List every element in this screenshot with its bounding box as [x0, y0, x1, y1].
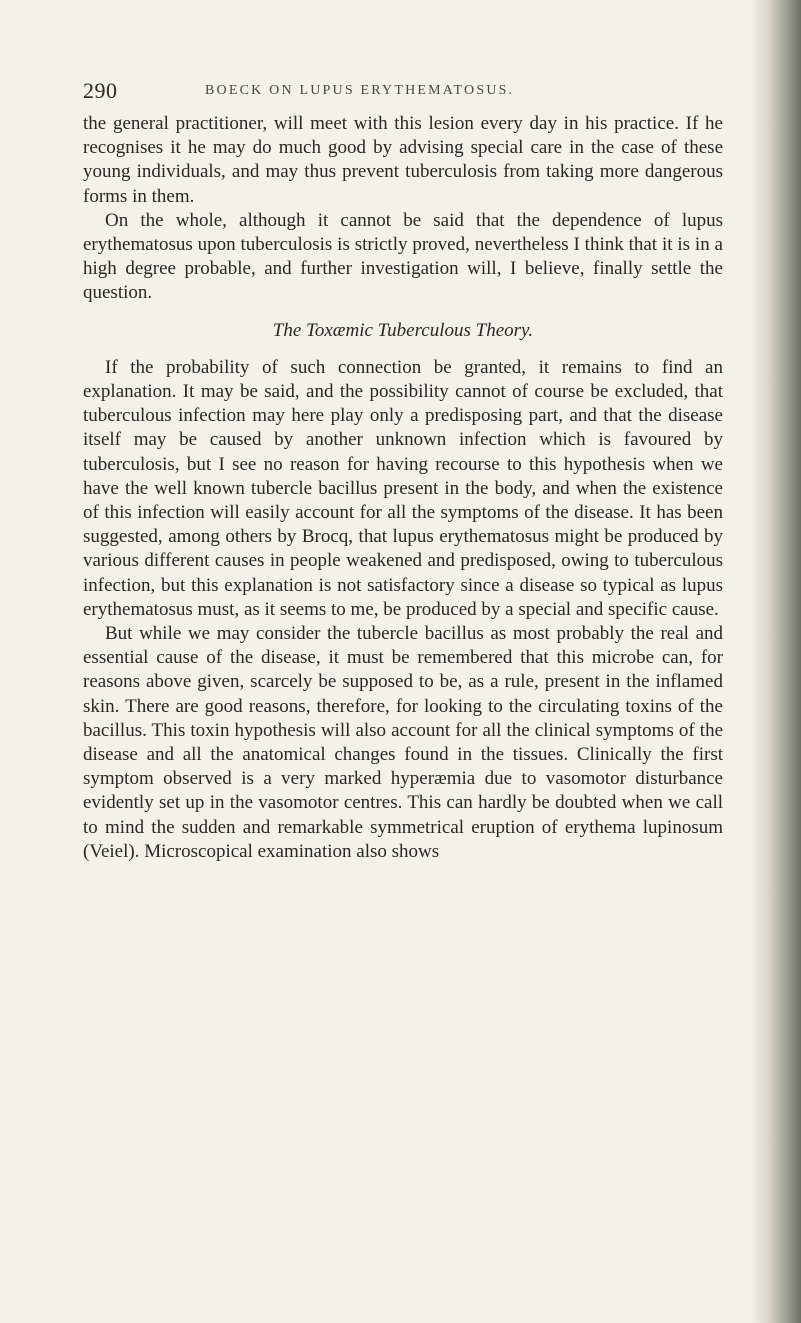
running-head: BOECK ON LUPUS ERYTHEMATOSUS. — [205, 83, 515, 98]
page-header — [83, 78, 723, 106]
paragraph-4: But while we may consider the tubercle bacillus as most probably the real and essential cause of the disease, it must be remembered that this microbe can, for reasons above given, scarcely be supposed to be, as a rule, present in the inflamed skin. There are good reasons, therefore, for looking to the circulating toxins of the bacillus. This toxin hypothesis will also account for all the clinical symptoms of the disease and all the anatomical changes found in the tissues. Clinically the first symptom observed is a very marked hyperæmia due to vasomotor disturbance evidently set up in the vasomotor centres. This can hardly be doubted when we call to mind the sudden and remarkable symmetrical eruption of erythema lupinosum (Veiel). Microscopical examination also shows — [83, 623, 723, 862]
paragraph-1: the general practitioner, will meet with this lesion every day in his practice. If he recognises it he may do much good by advising special care in the case of these young individuals, and may thus prevent tuberculosis from taking more dangerous forms in them. — [83, 113, 723, 207]
paragraph-2: On the whole, although it cannot be said that the dependence of lupus erythematosus upon tuberculosis is strictly proved, nevertheless I think that it is in a high degree probable, and further investigation will, I believe, finally settle the question. — [83, 209, 723, 304]
section-heading: The Toxæmic Tuberculous Theory. — [272, 319, 534, 341]
body-text — [83, 112, 723, 864]
page-edge-shadow — [751, 0, 801, 1323]
paragraph-3: If the probability of such connection be granted, it remains to find an explanation. It may be said, and the possibility cannot of course be excluded, that tuberculous infection may here play only a predisposing part, and that the disease itself may be caused by another unknown infection which is favoured by tuberculosis, but I see no reason for having recourse to this hypothesis when we have the well known tubercle bacillus present in the body, and when the existence of this infection will easily account for all the symptoms of the disease. It has been suggested, among others by Brocq, that lupus erythematosus might be produced by various different causes in people weakened and predisposed, owing to tuberculous infection, but this explanation is not satisfactory since a disease so typical as lupus erythematosus must, as it seems to me, be produced by a special and specific cause. — [83, 356, 723, 620]
page-number: 290 — [83, 78, 118, 103]
